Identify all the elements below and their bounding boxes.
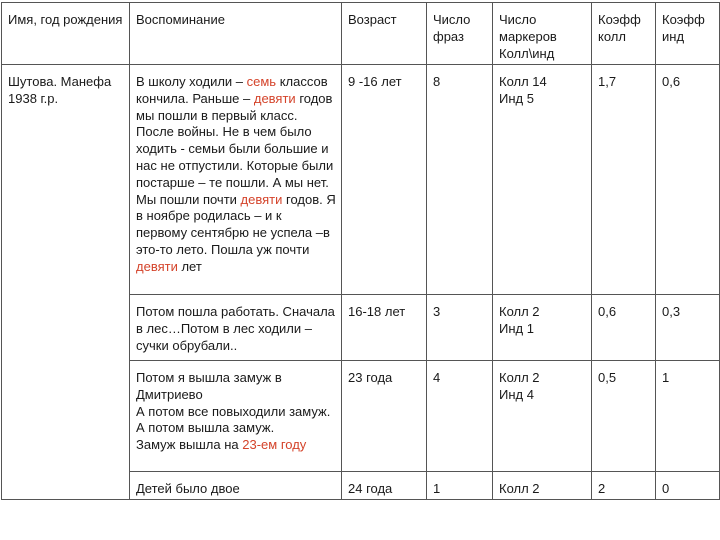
coef-ind-cell: 0 — [656, 472, 720, 500]
coef-coll-cell: 0,5 — [592, 361, 656, 472]
age-cell: 24 года — [342, 472, 427, 500]
coef-ind-cell: 1 — [656, 361, 720, 472]
phrases-cell: 1 — [427, 472, 493, 500]
memory-text: Потом я вышла замуж в Дмитриево А потом все повыходили замуж. А потом вышла замуж. Замуж вышла на — [136, 370, 331, 453]
coef-ind-cell: 0,3 — [656, 295, 720, 361]
memory-cell — [130, 65, 342, 295]
age-cell: 23 года — [342, 361, 427, 472]
memory-text: В школу ходили – — [136, 74, 247, 89]
coef-coll-cell: 0,6 — [592, 295, 656, 361]
header-coef-coll: Коэфф колл — [592, 3, 656, 65]
coef-coll-cell: 2 — [592, 472, 656, 500]
coef-ind-cell: 0,6 — [656, 65, 720, 295]
memory-cell — [130, 361, 342, 472]
memory-highlight: семь — [246, 74, 277, 89]
header-name: Имя, год рождения — [2, 3, 130, 65]
person-cell: Шутова. Манефа 1938 г.р. — [2, 65, 130, 500]
header-memory: Воспоминание — [130, 3, 342, 65]
markers-cell: Колл 2 Инд 1 — [493, 295, 592, 361]
memory-highlight: девяти — [136, 258, 178, 274]
age-cell: 16-18 лет — [342, 295, 427, 361]
header-row — [2, 3, 720, 65]
header-age: Возраст — [342, 3, 427, 65]
memory-highlight: девяти — [253, 90, 296, 106]
markers-cell: Колл 2 Инд 4 — [493, 361, 592, 472]
phrases-cell: 8 — [427, 65, 493, 295]
phrases-cell: 3 — [427, 295, 493, 361]
header-markers: Число маркеров Колл\инд — [493, 3, 592, 65]
memory-text: классов кончила. Раньше – — [136, 74, 328, 106]
memory-highlight: девяти — [240, 191, 283, 207]
coef-coll-cell: 1,7 — [592, 65, 656, 295]
memory-text: лет — [177, 258, 202, 274]
memory-text: годов мы пошли в первый класс. После войны. Не в чем было ходить - семьи были большие и нас не отпустили. Которые были постарше – те пошли. А мы нет. Мы пошли почти — [136, 90, 334, 207]
table-row — [2, 65, 720, 295]
memory-cell: Потом пошла работать. Сначала в лес…Потом в лес ходили – сучки обрубали.. — [130, 295, 342, 361]
memory-cell: Детей было двое — [130, 472, 342, 500]
markers-cell: Колл 2 — [493, 472, 592, 500]
memory-text: годов. Я в ноябре родилась – и к первому сентябрю не успела –в это-то лето. Пошла уж почти — [136, 191, 336, 257]
header-coef-ind: Коэфф инд — [656, 3, 720, 65]
markers-cell: Колл 14 Инд 5 — [493, 65, 592, 295]
header-phrases: Число фраз — [427, 3, 493, 65]
age-cell: 9 -16 лет — [342, 65, 427, 295]
memories-table — [1, 2, 720, 500]
memory-highlight: 23-ем году — [242, 437, 307, 453]
phrases-cell: 4 — [427, 361, 493, 472]
